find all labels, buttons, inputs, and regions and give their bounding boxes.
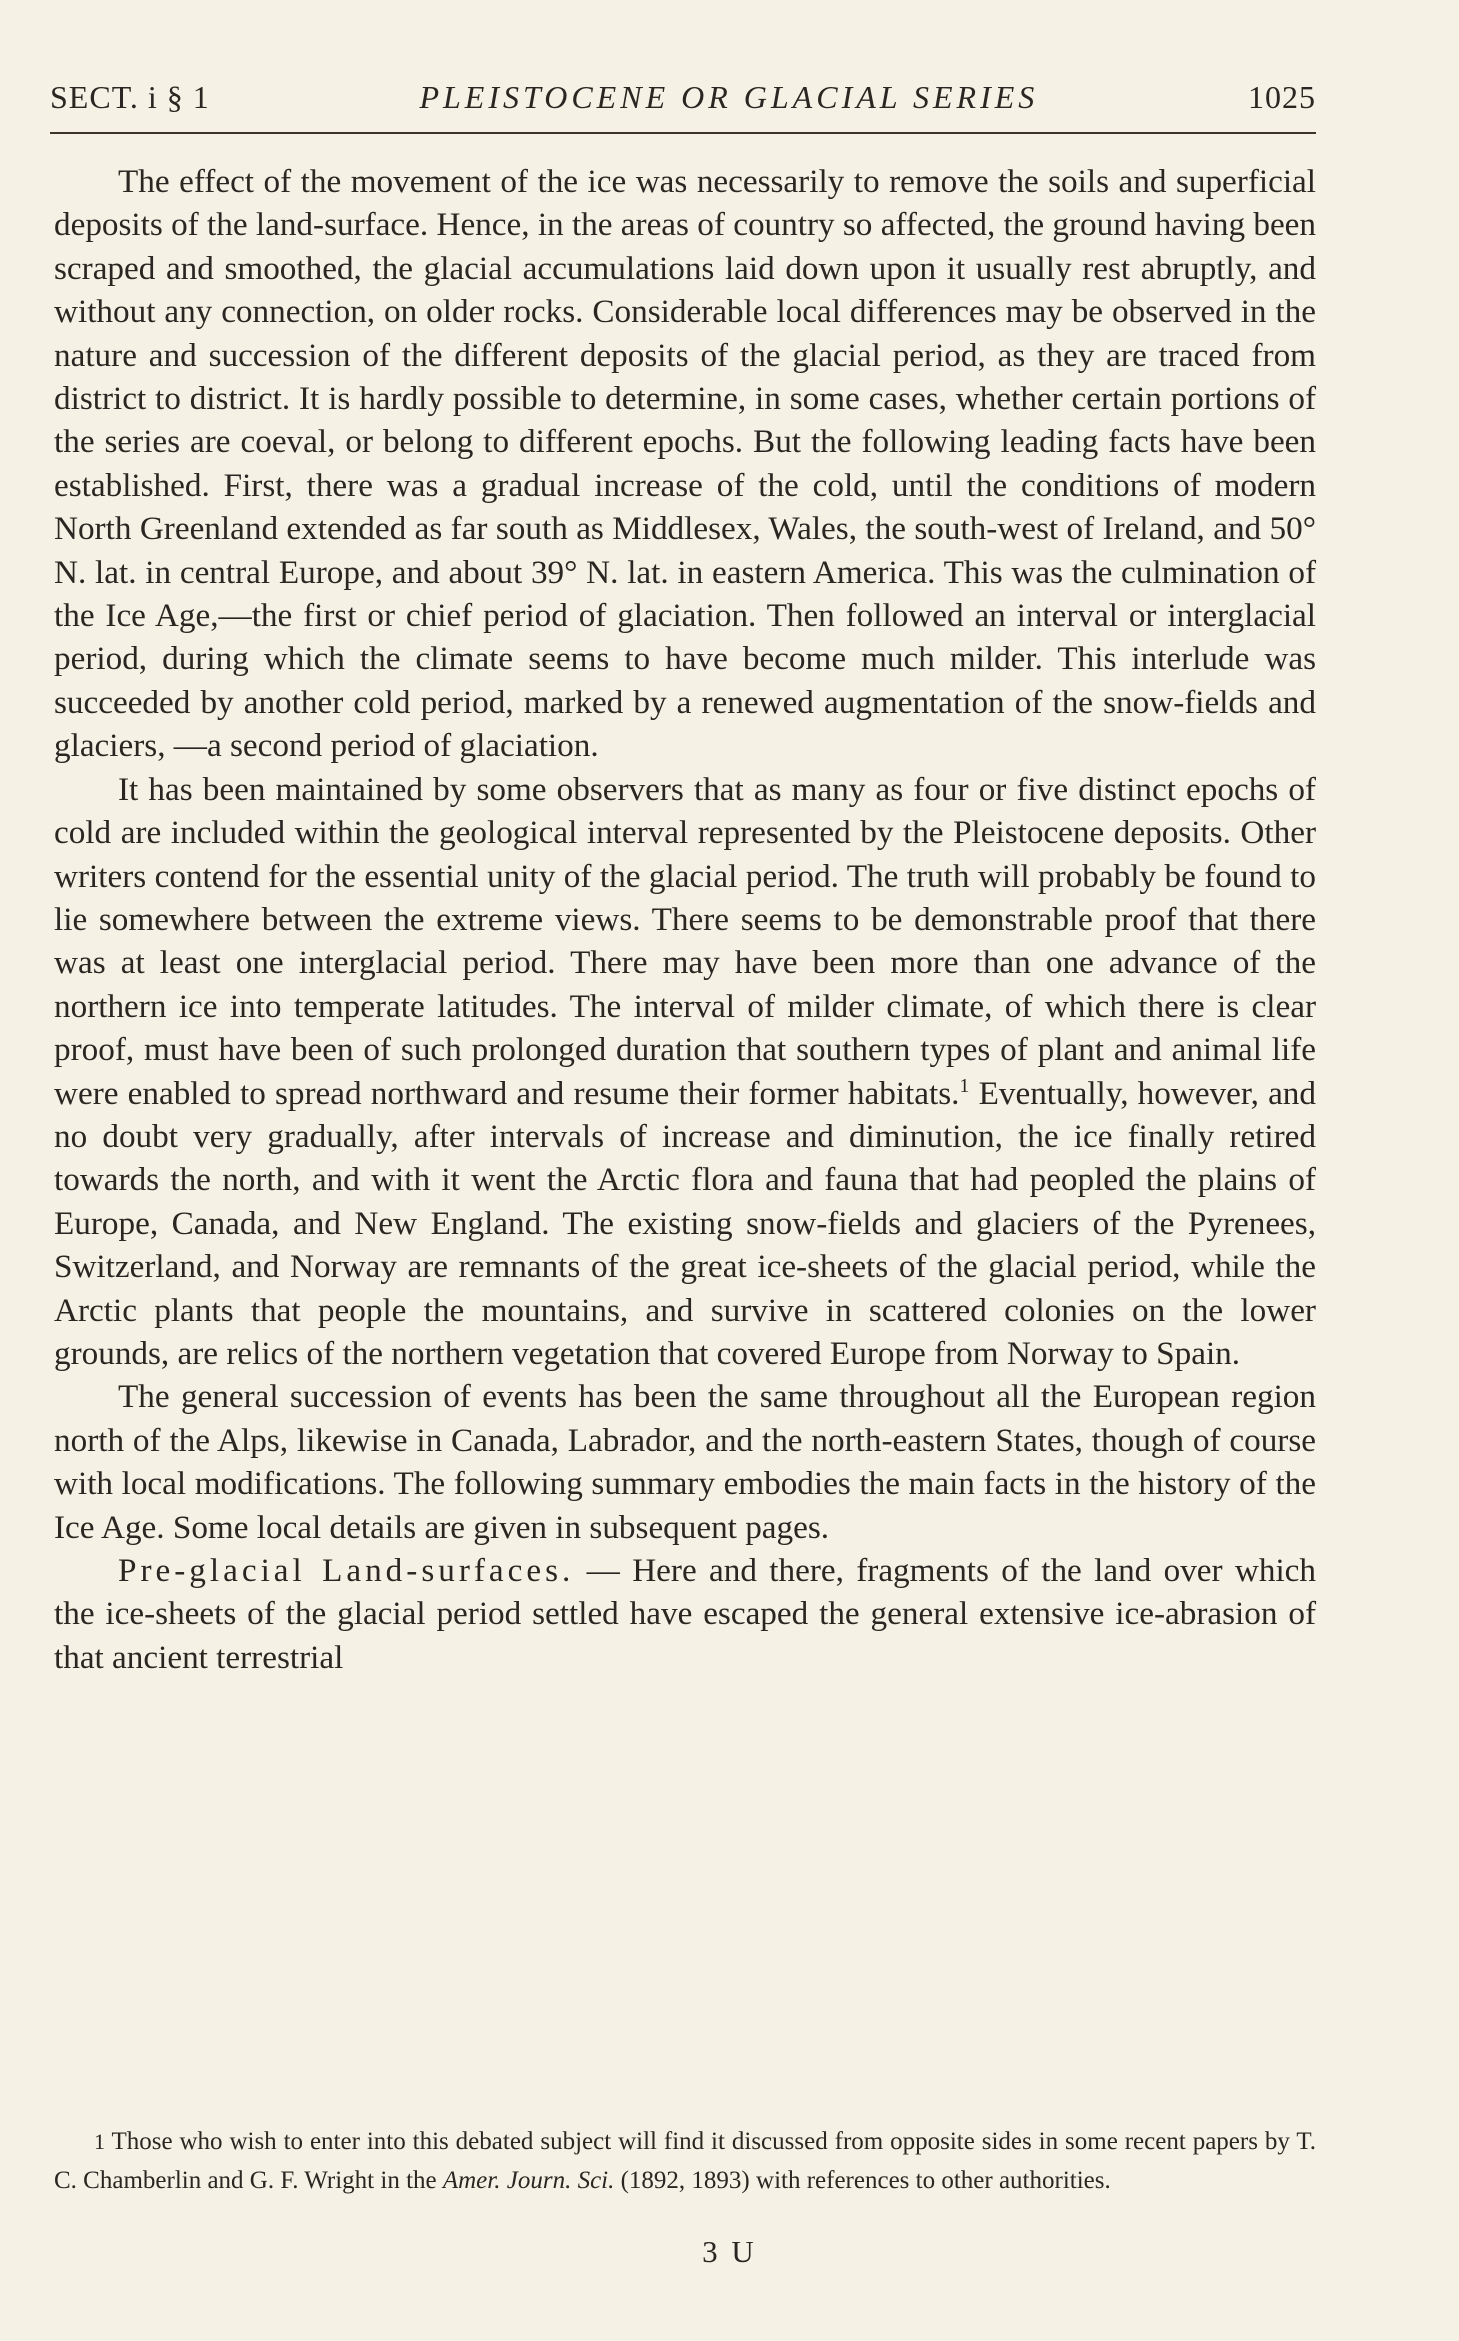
footnote-journal: Amer. Journ. Sci.: [442, 2167, 615, 2194]
section-reference: SECT. i § 1: [50, 78, 210, 115]
paragraph-4: [54, 1549, 1316, 1679]
footnote-1: [54, 2122, 1316, 2200]
signature-mark: 3 U: [702, 2234, 757, 2269]
section-heading-preglacial: Pre-glacial Land-surfaces.: [118, 1552, 575, 1589]
footnote-marker: 1: [94, 2129, 105, 2154]
main-text: [54, 160, 1316, 1679]
paragraph-1: The effect of the movement of the ice was necessarily to remove the soils and superficial deposits of the land-surface. Hence, in the areas of country so affected, the ground having been scraped and smoothed, the glacial accumulations laid down upon it usually rest abruptly, and without any connection, on older rocks. Considerable local differences may be observed in the nature and succession of the different deposits of the glacial period, as they are traced from district to district. It is hardly possible to determine, in some cases, whether certain portions of the series are coeval, or belong to different epochs. But the following leading facts have been established. First, there was a gradual increase of the cold, until the conditions of modern North Greenland extended as far south as Middlesex, Wales, the south-west of Ireland, and 50° N. lat. in central Europe, and about 39° N. lat. in eastern America. This was the culmination of the Ice Age,—the first or chief period of glaciation. Then followed an interval or interglacial period, during which the climate seems to have become much milder. This interlude was succeeded by another cold period, marked by a renewed augmentation of the snow-fields and glaciers, —a second period of glaciation.: [54, 163, 1316, 765]
paragraph-2: [54, 768, 1316, 1376]
header-rule: [50, 132, 1316, 134]
page-number: 1025: [1247, 78, 1316, 115]
paragraph-4-text: — Here and there, fragments of the land over which the ice-sheets of the glacial period settled have escaped the general extensive ice-abrasion of that ancient terrestrial: [54, 1552, 1317, 1676]
paragraph-2-text-a: It has been maintained by some observers that as many as four or five distinct epochs of cold are included within the geological interval represented by the Pleistocene deposits. Other writers contend for the essential unity of the glacial period. The truth will probably be found to lie somewhere between the extreme views. There seems to be demonstrable proof that there was at least one interglacial period. There may have been more than one advance of the northern ice into temperate latitudes. The interval of milder climate, of which there is clear proof, must have been of such prolonged duration that southern types of plant and animal life were enabled to spread northward and resume their former habitats.: [54, 770, 1316, 1112]
running-title: PLEISTOCENE OR GLACIAL SERIES: [419, 78, 1039, 115]
footnote-reference[interactable]: 1: [959, 1074, 970, 1097]
footnote-text-a: Those who wish to enter into this debated subject will find it discussed from opposite sides in some recent papers by T. C. Chamberlin and G. F. Wright in the: [54, 2128, 1316, 2194]
footnote-text-b: (1892, 1893) with references to other authorities.: [614, 2167, 1111, 2194]
paragraph-2-text-b: Eventually, however, and no doubt very gradually, after intervals of increase and diminution, the ice finally retired towards the north, and with it went the Arctic flora and fauna that had peopled the plains of Europe, Canada, and New England. The existing snow-fields and glaciers of the Pyrenees, Switzerland, and Norway are remnants of the great ice-sheets of the glacial period, while the Arctic plants that people the mountains, and survive in scattered colonies on the lower grounds, are relics of the northern vegetation that covered Europe from Norway to Spain.: [54, 1074, 1316, 1372]
paragraph-3: The general succession of events has been the same throughout all the European region north of the Alps, likewise in Canada, Labrador, and the north-eastern States, though of course with local modifications. The following summary embodies the main facts in the history of the Ice Age. Some local details are given in subsequent pages.: [54, 1378, 1316, 1546]
running-header: [50, 72, 1316, 122]
footnote-area: [54, 2122, 1316, 2200]
